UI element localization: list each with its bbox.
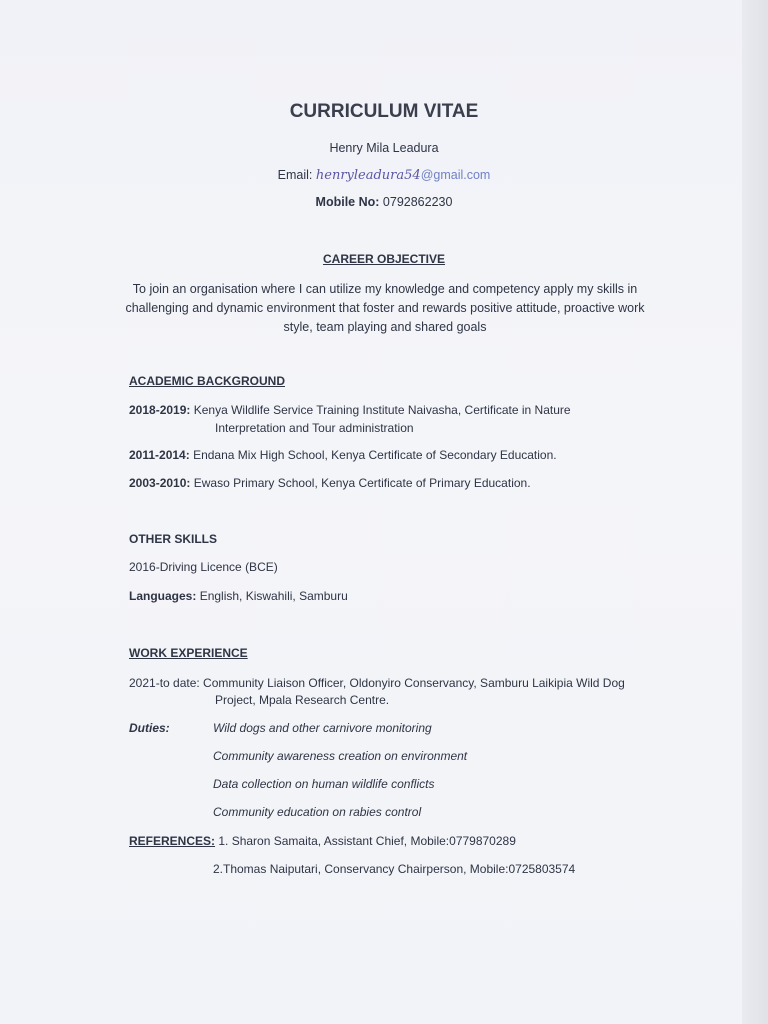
duty-item: Community awareness creation on environment: [213, 749, 468, 763]
academic-detail: Endana Mix High School, Kenya Certificate of Secondary Education.: [193, 448, 557, 462]
academic-years: 2018-2019:: [129, 403, 191, 417]
academic-item: [129, 448, 557, 463]
academic-item: [129, 476, 531, 491]
duty-item: Data collection on human wildlife conflicts: [213, 777, 435, 791]
duty-item: Community education on rabies control: [213, 805, 422, 819]
academic-years: 2003-2010:: [129, 476, 191, 490]
references-line: [129, 834, 516, 849]
work-line-cont: Project, Mpala Research Centre.: [215, 693, 390, 707]
reference-item: 1. Sharon Samaita, Assistant Chief, Mobile:0779870289: [218, 834, 516, 848]
duty-item: Wild dogs and other carnivore monitoring: [213, 721, 432, 735]
academic-heading: ACADEMIC BACKGROUND: [129, 374, 285, 388]
work-line: 2021-to date: Community Liaison Officer, Oldonyiro Conservancy, Samburu Laikipia Wild Dog: [129, 676, 625, 690]
other-skills-heading: OTHER SKILLS: [129, 532, 218, 546]
mobile-line: [0, 195, 768, 210]
cv-title: CURRICULUM VITAE: [289, 101, 479, 122]
driving-licence: 2016-Driving Licence (BCE): [129, 560, 278, 574]
academic-detail: Ewaso Primary School, Kenya Certificate of Primary Education.: [193, 476, 531, 490]
reference-item: 2.Thomas Naiputari, Conservancy Chairperson, Mobile:0725803574: [213, 862, 576, 876]
academic-years: 2011-2014:: [129, 448, 190, 462]
duties-label: Duties:: [129, 721, 170, 735]
languages-value: English, Kiswahili, Samburu: [199, 589, 348, 603]
languages-line: [129, 589, 348, 604]
email-line: [0, 168, 768, 183]
mobile-number: 0792862230: [382, 195, 453, 209]
career-objective-heading: CAREER OBJECTIVE: [322, 252, 446, 266]
work-experience-heading: WORK EXPERIENCE: [129, 646, 248, 660]
email-handwritten: henryleadura54: [315, 168, 421, 183]
career-objective-text: To join an organisation where I can utilize my knowledge and competency apply my skills in challenging and dynamic environment that foster and rewards positive attitude, proactive work style, team playing and shared goals: [125, 282, 645, 334]
academic-detail: Kenya Wildlife Service Training Institute Naivasha, Certificate in Nature: [193, 403, 571, 417]
applicant-name: Henry Mila Leadura: [329, 141, 439, 155]
references-label: REFERENCES:: [129, 834, 216, 848]
academic-detail-cont: Interpretation and Tour administration: [215, 421, 414, 435]
email-domain: @gmail.com: [420, 168, 491, 182]
languages-label: Languages:: [129, 589, 197, 603]
academic-item: [129, 403, 571, 418]
email-label: Email:: [277, 168, 313, 182]
mobile-label: Mobile No:: [315, 195, 380, 209]
